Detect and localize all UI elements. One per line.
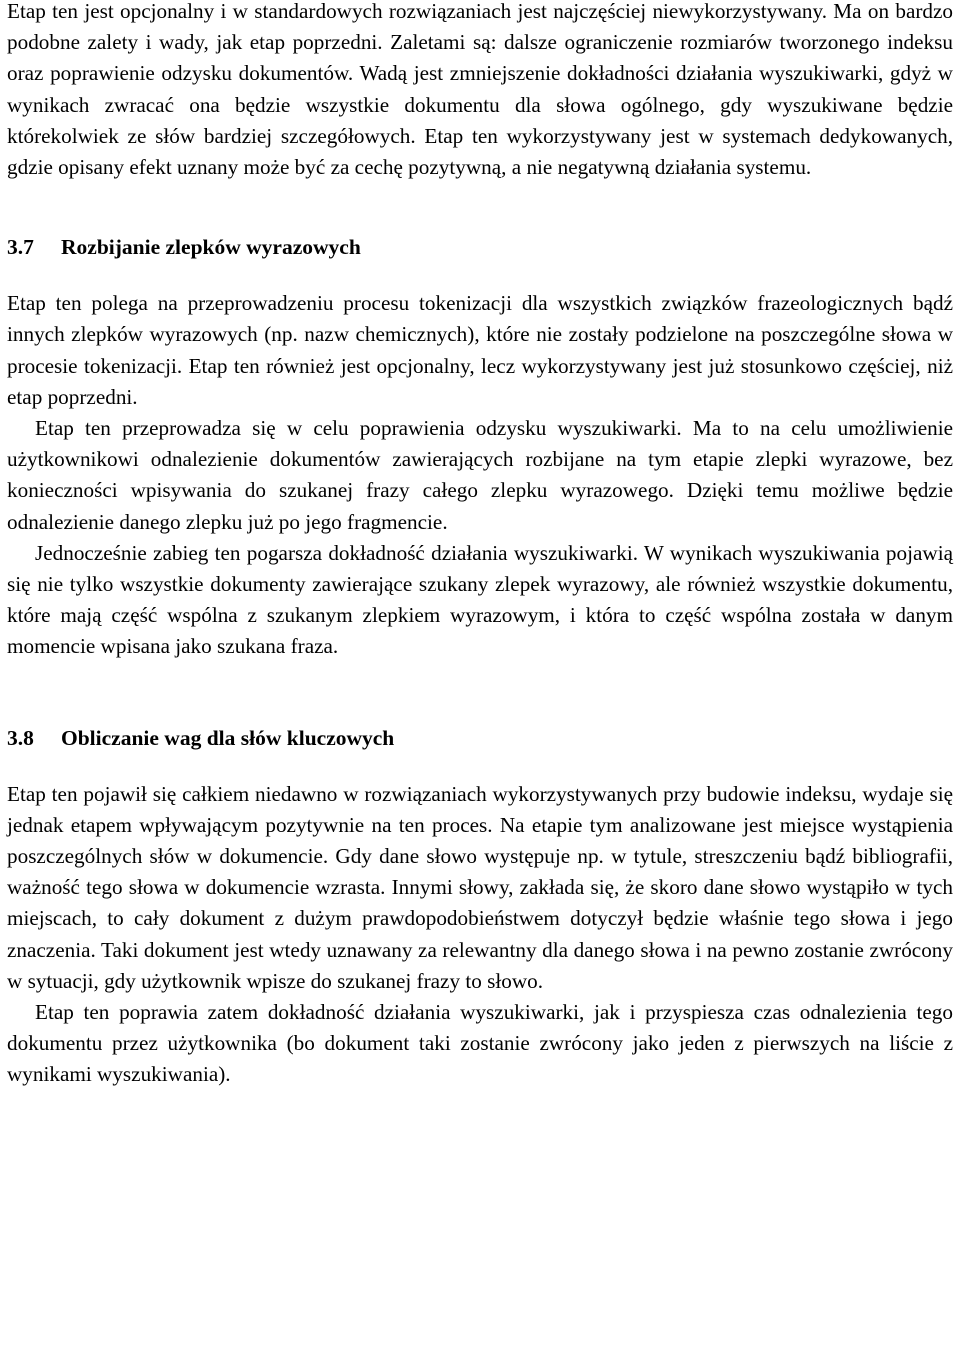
- paragraph: Etap ten poprawia zatem dokładność działania wyszukiwarki, jak i przyspiesza czas odnalezienia tego dokumentu przez użytkownika (bo dokument taki zostanie zwrócony jako jeden z pierwszych na liście z wynikami wyszukiwania).: [7, 1000, 953, 1087]
- section-title: Rozbijanie zlepków wyrazowych: [61, 235, 361, 260]
- section-number: 3.8: [7, 725, 34, 750]
- section-heading-3-7: [7, 232, 953, 263]
- section-heading-3-8: [7, 723, 953, 754]
- section-title: Obliczanie wag dla słów kluczowych: [61, 725, 395, 750]
- paragraph: Etap ten przeprowadza się w celu poprawienia odzysku wyszukiwarki. Ma to na celu umożliwienie użytkownikowi odnalezienie dokumentów zawierających rozbijane na tym etapie zlepki wyrazowe, bez konieczności wpisywania do szukanej frazy całego zlepku wyrazowego. Dzięki temu możliwe będzie odnalezienie danego zlepku już po jego fragmencie.: [7, 416, 953, 534]
- section-number: 3.7: [7, 235, 34, 260]
- paragraph: Etap ten polega na przeprowadzeniu procesu tokenizacji dla wszystkich związków frazeologicznych bądź innych zlepków wyrazowych (np. nazw chemicznych), które nie zostały podzielone na poszczególne słowa w procesie tokenizacji. Etap ten również jest opcjonalny, lecz wykorzystywany jest już stosunkowo częściej, niż etap poprzedni.: [7, 291, 953, 409]
- paragraph: Etap ten jest opcjonalny i w standardowych rozwiązaniach jest najczęściej niewykorzystywany. Ma on bardzo podobne zalety i wady, jak etap poprzedni. Zaletami są: dalsze ograniczenie rozmiarów tworzonego indeksu oraz poprawienie odzysku dokumentów. Wadą jest zmniejszenie dokładności działania wyszukiwarki, gdyż w wynikach zwracać ona będzie wszystkie dokumentu dla słowa ogólnego, gdy wyszukiwane będzie którekolwiek ze słów bardziej szczegółowych. Etap ten wykorzystywany jest w systemach dedykowanych, gdzie opisany efekt uznany może być za cechę pozytywną, a nie negatywną działania systemu.: [7, 0, 953, 180]
- paragraph: Etap ten pojawił się całkiem niedawno w rozwiązaniach wykorzystywanych przy budowie indeksu, wydaje się jednak etapem wpływającym pozytywnie na ten proces. Na etapie tym analizowane jest miejsce wystąpienia poszczególnych słów w dokumencie. Gdy dane słowo występuje np. w tytule, streszczeniu bądź bibliografii, ważność tego słowa w dokumencie wzrasta. Innymi słowy, zakłada się, że skoro dane słowo wystąpiło w tych miejscach, to cały dokument z dużym prawdopodobieństwem dotyczył będzie właśnie tego słowa i jego znaczenia. Taki dokument jest wtedy uznawany za relewantny dla danego słowa i na pewno zostanie zwrócony w sytuacji, gdy użytkownik wpisze do szukanej frazy to słowo.: [7, 781, 953, 993]
- paragraph: Jednocześnie zabieg ten pogarsza dokładność działania wyszukiwarki. W wynikach wyszukiwania pojawią się nie tylko wszystkie dokumenty zawierające szukany zlepek wyrazowy, ale również wszystkie dokumentu, które mają część wspólna z szukanym zlepkiem wyrazowym, i która to część wspólna została w danym momencie wpisana jako szukana fraza.: [7, 540, 953, 659]
